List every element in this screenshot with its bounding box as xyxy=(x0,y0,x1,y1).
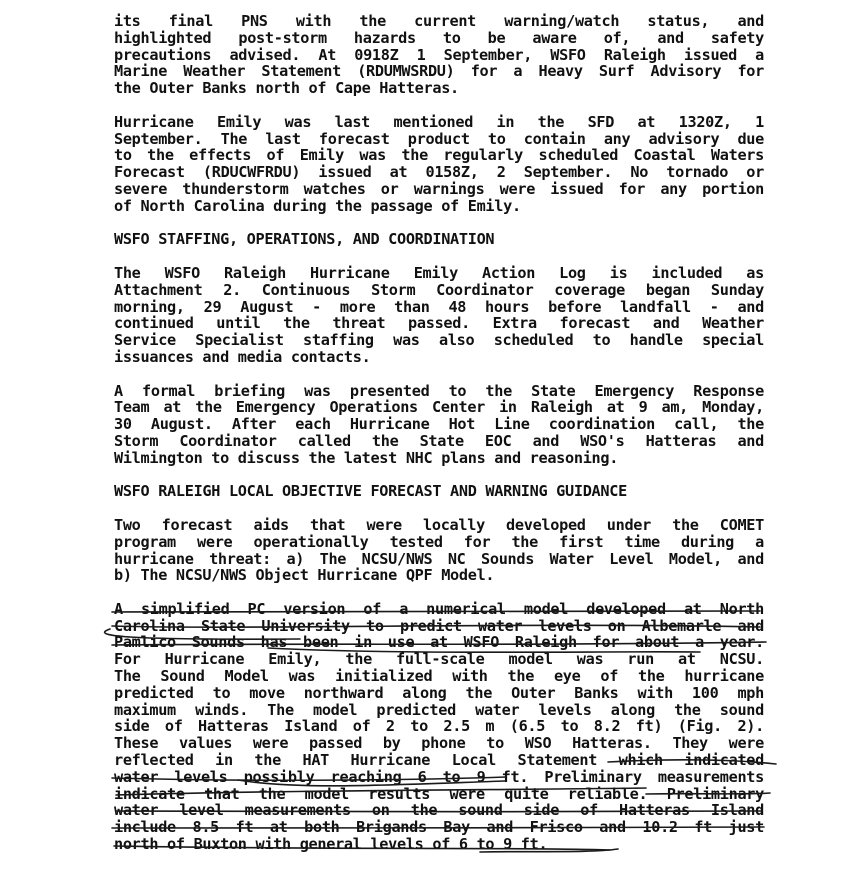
text-line: Pamlico Sounds has been in use at WSFO Raleigh for about a year. xyxy=(114,633,764,652)
paragraph-gap xyxy=(114,215,764,232)
text-line: Storm Coordinator called the State EOC and WSO's Hatteras and xyxy=(114,431,764,450)
text-line: Carolina State University to predict water levels on Albemarle and xyxy=(114,616,764,635)
text-line: Service Specialist staffing was also scheduled to handle special xyxy=(114,331,764,350)
text-line: The Sound Model was initialized with the eye of the hurricane xyxy=(114,667,764,686)
body-paragraph xyxy=(114,114,764,215)
text-line: indicate that the model results were quite reliable. Preliminary xyxy=(114,784,764,803)
text-line: north of Buxton with general levels of 6 to 9 ft. xyxy=(114,835,548,854)
text-line: Forecast (RDUCWFRDU) issued at 0158Z, 2 September. No tornado or xyxy=(114,163,764,182)
text-line: to the effects of Emily was the regularly scheduled Coastal Waters xyxy=(114,146,764,165)
text-line: the Outer Banks north of Cape Hatteras. xyxy=(114,79,459,98)
paragraph-gap xyxy=(114,248,764,265)
text-line: A formal briefing was presented to the State Emergency Response xyxy=(114,381,764,400)
text-line: Marine Weather Statement (RDUMWSRDU) for a Heavy Surf Advisory for xyxy=(114,62,764,81)
text-line: 30 August. After each Hurricane Hot Line coordination call, the xyxy=(114,415,764,434)
text-line: Two forecast aids that were locally developed under the COMET xyxy=(114,515,764,534)
text-line: Hurricane Emily was last mentioned in the SFD at 1320Z, 1 xyxy=(114,112,764,131)
text-line: water level measurements on the sound side of Hatteras Island xyxy=(114,801,764,820)
text-line: water levels possibly reaching 6 to 9 ft. Preliminary measurements xyxy=(114,767,764,786)
paragraph-gap xyxy=(114,500,764,517)
text-line: issuances and media contacts. xyxy=(114,347,371,366)
body-paragraph xyxy=(114,13,764,97)
text-line: Attachment 2. Continuous Storm Coordinator coverage began Sunday xyxy=(114,280,764,299)
text-line: WSFO STAFFING, OPERATIONS, AND COORDINATION xyxy=(114,230,495,249)
text-line: A simplified PC version of a numerical model developed at North xyxy=(114,599,764,618)
text-line: severe thunderstorm watches or warnings were issued for any portion xyxy=(114,179,764,198)
body-paragraph xyxy=(114,517,764,584)
text-line: hurricane threat: a) The NCSU/NWS NC Sounds Water Level Model, and xyxy=(114,549,764,568)
text-line: morning, 29 August - more than 48 hours before landfall - and xyxy=(114,297,764,316)
text-line: September. The last forecast product to contain any advisory due xyxy=(114,129,764,148)
body-paragraph xyxy=(114,265,764,366)
text-line: side of Hatteras Island of 2 to 2.5 m (6.5 to 8.2 ft) (Fig. 2). xyxy=(114,717,764,736)
text-line: of North Carolina during the passage of Emily. xyxy=(114,196,521,215)
text-line: WSFO RALEIGH LOCAL OBJECTIVE FORECAST AND WARNING GUIDANCE xyxy=(114,482,627,501)
text-line: include 8.5 ft at both Brigands Bay and Frisco and 10.2 ft just xyxy=(114,818,764,837)
section-heading xyxy=(114,231,764,248)
text-line: predicted to move northward along the Outer Banks with 100 mph xyxy=(114,683,764,702)
document-page xyxy=(114,13,764,853)
section-heading xyxy=(114,483,764,500)
text-line: its final PNS with the current warning/watch status, and xyxy=(114,12,764,30)
text-line: The WSFO Raleigh Hurricane Emily Action Log is included as xyxy=(114,263,764,282)
text-line: reflected in the HAT Hurricane Local Statement which indicated xyxy=(114,751,764,770)
text-line: continued until the threat passed. Extra forecast and Weather xyxy=(114,314,764,333)
paragraph-gap xyxy=(114,366,764,383)
text-line: Wilmington to discuss the latest NHC plans and reasoning. xyxy=(114,448,619,467)
body-paragraph xyxy=(114,383,764,467)
text-line: For Hurricane Emily, the full-scale model was run at NCSU. xyxy=(114,650,764,669)
text-line: precautions advised. At 0918Z 1 September, WSFO Raleigh issued a xyxy=(114,45,764,64)
paragraph-gap xyxy=(114,467,764,484)
paragraph-gap xyxy=(114,97,764,114)
body-paragraph xyxy=(114,601,764,853)
text-line: b) The NCSU/NWS Object Hurricane QPF Model. xyxy=(114,566,495,585)
paragraph-gap xyxy=(114,584,764,601)
text-line: Team at the Emergency Operations Center in Raleigh at 9 am, Monday, xyxy=(114,398,764,417)
text-line: program were operationally tested for the first time during a xyxy=(114,532,764,551)
text-line: These values were passed by phone to WSO Hatteras. They were xyxy=(114,734,764,753)
text-line: highlighted post-storm hazards to be aware of, and safety xyxy=(114,28,764,47)
text-line: maximum winds. The model predicted water levels along the sound xyxy=(114,700,764,719)
